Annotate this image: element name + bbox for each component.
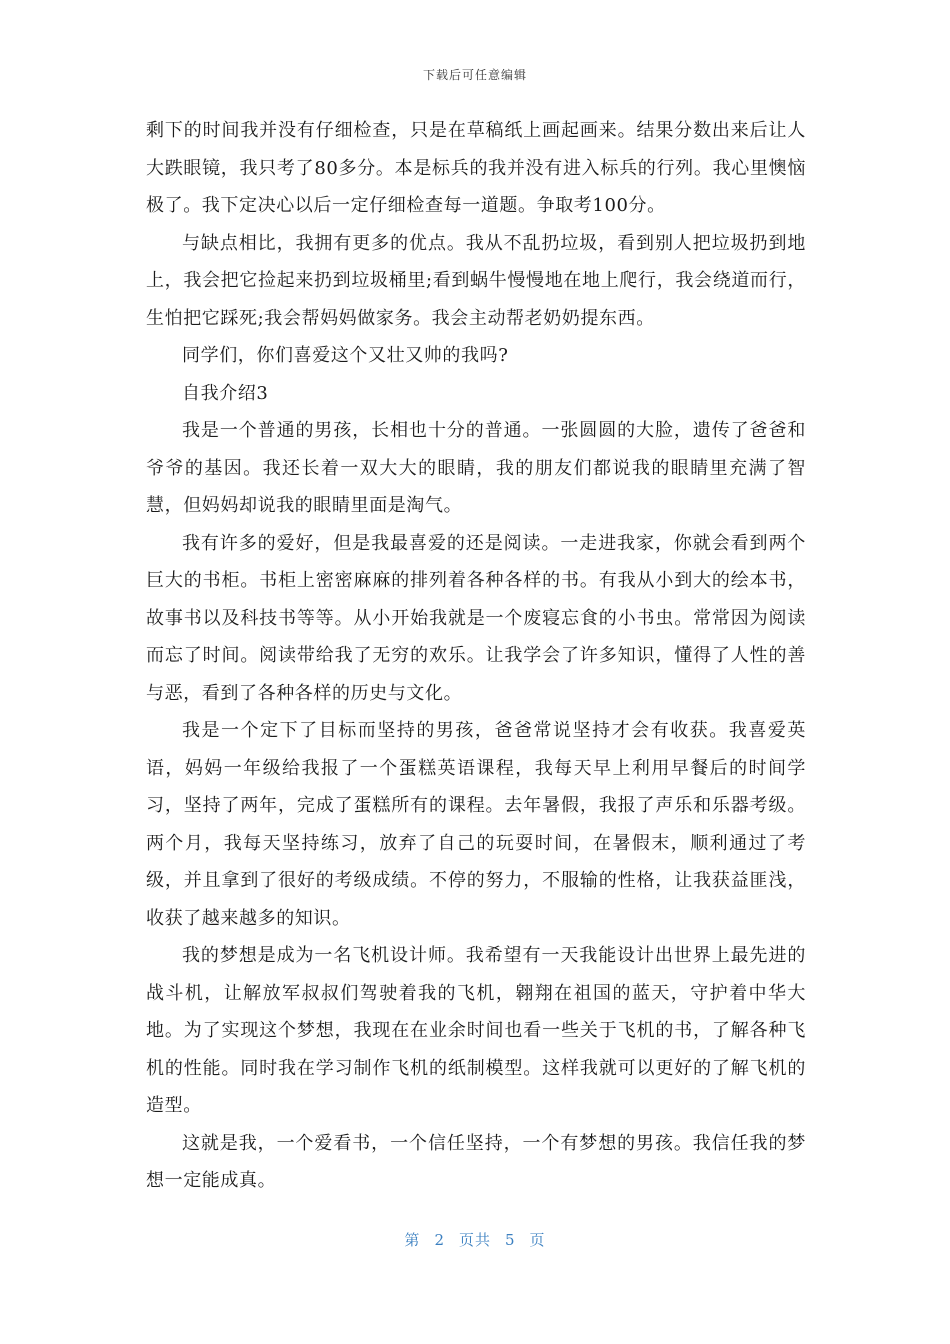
paragraph-continuation: 剩下的时间我并没有仔细检查，只是在草稿纸上画起画来。结果分数出来后让人大跌眼镜，我只考了80多分。本是标兵的我并没有进入标兵的行列。我心里懊恼极了。我下定决心以后一定仔细检查每一道题。争取考100分。 [146, 120, 806, 216]
footer-prefix: 第 [404, 1231, 421, 1249]
paragraph-strengths: 与缺点相比，我拥有更多的优点。我从不乱扔垃圾，看到别人把垃圾扔到地上，我会把它捡起来扔到垃圾桶里;看到蜗牛慢慢地在地上爬行，我会绕道而行，生怕把它踩死;我会帮妈妈做家务。我会主动帮老奶奶提东西。 [146, 232, 806, 329]
paragraph-hobbies: 我有许多的爱好，但是我最喜爱的还是阅读。一走进我家，你就会看到两个巨大的书柜。书柜上密密麻麻的排列着各种各样的书。有我从小到大的绘本书，故事书以及科技书等等。从小开始我就是一个废寝忘食的小书虫。常常因为阅读而忘了时间。阅读带给我了无穷的欢乐。让我学会了许多知识，懂得了人性的善与恶，看到了各种各样的历史与文化。 [146, 532, 806, 704]
page-header: 下载后可任意编辑 [422, 68, 527, 82]
paragraph-dream: 我的梦想是成为一名飞机设计师。我希望有一天我能设计出世界上最先进的战斗机，让解放军叔叔们驾驶着我的飞机，翱翔在祖国的蓝天，守护着中华大地。为了实现这个梦想，我现在在业余时间也看一些关于飞机的书，了解各种飞机的性能。同时我在学习制作飞机的纸制模型。这样我就可以更好的了解飞机的造型。 [146, 945, 806, 1116]
paragraph-appearance: 我是一个普通的男孩，长相也十分的普通。一张圆圆的大脸，遗传了爸爸和爷爷的基因。我还长着一双大大的眼睛，我的朋友们都说我的眼睛里充满了智慧，但妈妈却说我的眼睛里面是淘气。 [146, 420, 806, 516]
document-body [146, 112, 806, 1200]
section-heading: 自我介绍3 [182, 382, 269, 404]
paragraph-conclusion: 这就是我，一个爱看书，一个信任坚持，一个有梦想的男孩。我信任我的梦想一定能成真。 [146, 1132, 806, 1191]
footer-page-number: 2 [434, 1231, 445, 1249]
footer-total-pages: 5 [505, 1231, 516, 1249]
page-footer [0, 1229, 950, 1250]
footer-middle: 页共 [458, 1231, 491, 1249]
paragraph-question: 同学们，你们喜爱这个又壮又帅的我吗? [182, 345, 509, 366]
paragraph-persistence: 我是一个定下了目标而坚持的男孩，爸爸常说坚持才会有收获。我喜爱英语，妈妈一年级给我报了一个蛋糕英语课程，我每天早上利用早餐后的时间学习，坚持了两年，完成了蛋糕所有的课程。去年暑假，我报了声乐和乐器考级。两个月，我每天坚持练习，放弃了自己的玩耍时间，在暑假末，顺利通过了考级，并且拿到了很好的考级成绩。不停的努力，不服输的性格，让我获益匪浅，收获了越来越多的知识。 [146, 720, 806, 929]
footer-suffix: 页 [529, 1231, 546, 1249]
